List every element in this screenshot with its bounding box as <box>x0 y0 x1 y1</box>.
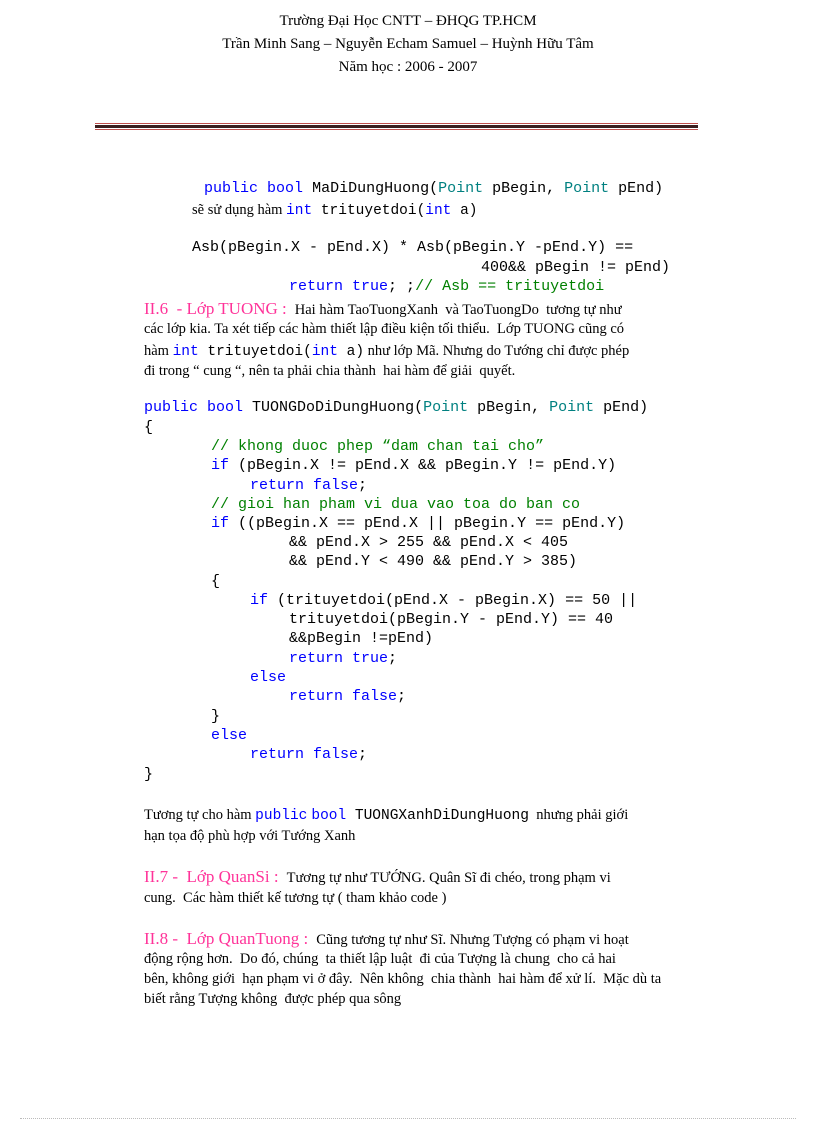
code-if-trituyetdoi: if (trituyetdoi(pEnd.X - pBegin.X) == 50 || <box>250 592 638 609</box>
section-8-line-4: biết rằng Tượng không được phép qua sông <box>144 991 402 1007</box>
section-8-title: II.8 - Lớp QuanTuong : <box>144 929 309 948</box>
section-6-line-3: hàm int trituyetdoi(int a) như lớp Mã. Nhưng do Tướng chỉ được phép <box>144 343 630 360</box>
section-7-title: II.7 - Lớp QuanSi : <box>144 867 279 886</box>
section-6-title: II.6 - Lớp TUONG : <box>144 299 287 318</box>
code-trituyetdoi-y: trituyetdoi(pBegin.Y - pEnd.Y) == 40 <box>289 611 614 628</box>
code-return-true: return true; <box>289 650 398 667</box>
header-rule-bottom <box>95 129 698 130</box>
section-6-line-2: các lớp kia. Ta xét tiếp các hàm thiết lập điều kiện tối thiểu. Lớp TUONG cũng có <box>144 321 625 337</box>
page-footer-dotted-line <box>20 1118 796 1119</box>
code-open-brace: { <box>144 419 154 436</box>
code-else-2: else <box>211 727 248 744</box>
code-inner-close-brace: } <box>211 708 221 725</box>
paragraph-tuongxanh-line-1: Tương tự cho hàm public bool TUONGXanhDiDungHuong nhưng phải giới <box>144 807 629 824</box>
code-return-false-2: return false; <box>289 688 407 705</box>
code-return-false-3: return false; <box>250 746 368 763</box>
code-line-madidunghuong: public bool MaDiDungHuong(Point pBegin, Point pEnd) <box>204 180 664 197</box>
header-school: Trường Đại Học CNTT – ĐHQG TP.HCM <box>279 13 537 29</box>
section-6-line-1: II.6 - Lớp TUONG : Hai hàm TaoTuongXanh và TaoTuongDo tương tự như <box>144 299 622 318</box>
section-7-line-1: II.7 - Lớp QuanSi : Tương tự như TƯỚNG. Quân Sĩ đi chéo, trong phạm vi <box>144 867 611 886</box>
section-7-line-2: cung. Các hàm thiết kế tương tự ( tham khảo code ) <box>144 890 447 906</box>
code-if-not-equal: if (pBegin.X != pEnd.X && pBegin.Y != pEnd.Y) <box>211 457 617 474</box>
header-authors: Trần Minh Sang – Nguyễn Echam Samuel – Huỳnh Hữu Tâm <box>222 36 594 52</box>
header-year: Năm học : 2006 - 2007 <box>338 59 478 75</box>
code-inner-open-brace: { <box>211 573 221 590</box>
section-8-line-3: bên, không giới hạn phạm vi ở đây. Nên không chia thành hai hàm để xử lí. Mặc dù ta <box>144 971 662 987</box>
code-if-range: if ((pBegin.X == pEnd.X || pBegin.Y == pEnd.Y) <box>211 515 626 532</box>
code-comment-gioi-han: // gioi han pham vi dua vao toa do ban co <box>211 496 581 513</box>
header-rule-main <box>95 125 698 128</box>
code-range-x: && pEnd.X > 255 && pEnd.X < 405 <box>289 534 569 551</box>
code-else-1: else <box>250 669 287 686</box>
code-line-asb: Asb(pBegin.X - pEnd.X) * Asb(pBegin.Y -pEnd.Y) == <box>192 239 634 256</box>
code-pbegin-neq: &&pBegin !=pEnd) <box>289 630 434 647</box>
paragraph-tuongxanh-line-2: hạn tọa độ phù hợp với Tướng Xanh <box>144 828 356 844</box>
code-range-y: && pEnd.Y < 490 && pEnd.Y > 385) <box>289 553 578 570</box>
code-close-brace: } <box>144 766 154 783</box>
code-return-false-1: return false; <box>250 477 368 494</box>
header-rule-top <box>95 123 698 124</box>
code-line-asb-cont: 400&& pBegin != pEnd) <box>481 259 671 276</box>
code-line-return-true: return true; ;// Asb == trituyetdoi <box>289 278 605 295</box>
section-8-line-2: động rộng hơn. Do đó, chúng ta thiết lập luật đi của Tượng là chung cho cả hai <box>144 951 616 967</box>
code-comment-dam-chan: // khong duoc phep “dam chan tai cho” <box>211 438 545 455</box>
section-6-line-4: đi trong “ cung “, nên ta phải chia thành hai hàm để giải quyết. <box>144 363 516 379</box>
code-line-tuongdo-signature: public bool TUONGDoDiDungHuong(Point pBegin, Point pEnd) <box>144 399 649 416</box>
section-8-line-1: II.8 - Lớp QuanTuong : Cũng tương tự như Sĩ. Nhưng Tượng có phạm vi hoạt <box>144 929 629 948</box>
text-line-sudunghamint: sẽ sử dụng hàm int trituyetdoi(int a) <box>192 202 478 219</box>
